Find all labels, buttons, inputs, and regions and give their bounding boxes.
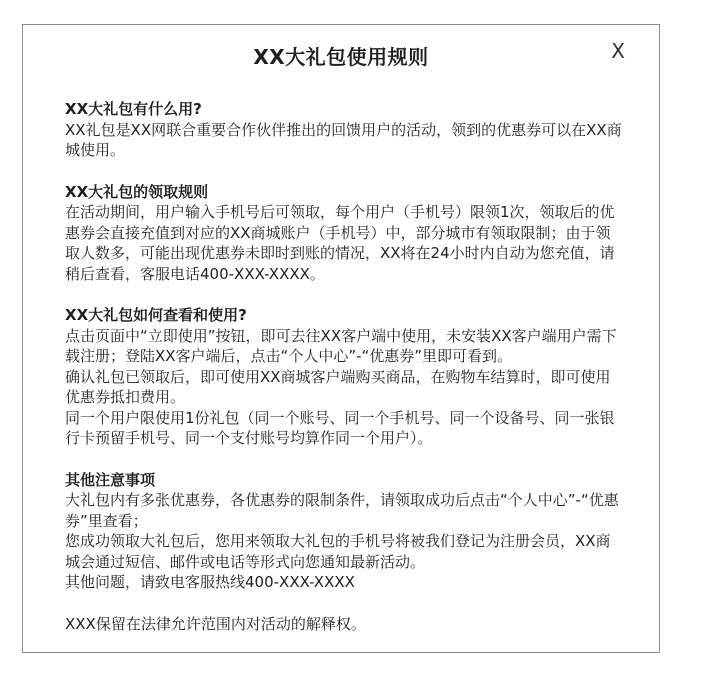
section-claim-rules [65,182,625,285]
dialog-title: XX大礼包使用规则 [253,45,429,69]
rules-dialog [22,24,660,653]
section-paragraph: 其他问题，请致电客服热线400-XXX-XXXX [65,573,355,591]
section-usage [65,99,625,161]
section-view-and-use [65,305,625,449]
section-other-notes [65,470,625,593]
section-heading: XX大礼包的领取规则 [65,182,209,201]
section-heading: XX大礼包如何查看和使用? [65,306,247,324]
close-button[interactable]: X [611,39,625,63]
section-paragraph: 确认礼包已领取后，即可使用XX商城客户端购买商品，在购物车结算时，即可使用优惠券抵扣费用。 [65,367,611,406]
section-paragraph: XX礼包是XX网联合重要合作伙伴推出的回馈用户的活动，领到的优惠券可以在XX商城使用。 [65,120,622,159]
section-paragraph: 大礼包内有多张优惠券，各优惠券的限制条件，请领取成功后点击“个人中心”-“优惠券”里查看； [65,491,619,530]
section-paragraph: 同一个用户限使用1份礼包（同一个账号、同一个手机号、同一个设备号、同一张银行卡预留手机号、同一个支付账号均算作同一个用户）。 [65,408,615,447]
footer-note: XXX保留在法律允许范围内对活动的解释权。 [65,614,366,633]
section-paragraph: 点击页面中“立即使用”按钮，即可去往XX客户端中使用，未安装XX客户端用户需下载注册；登陆XX客户端后，点击“个人中心”-“优惠券”里即可看到。 [65,326,617,365]
section-paragraph: 在活动期间，用户输入手机号后可领取，每个用户（手机号）限领1次，领取后的优惠券会直接充值到对应的XX商城账户（手机号）中，部分城市有领取限制；由于领取人数多，可能出现优惠券未即时到账的情况，XX将在24小时内自动为您充值，请稍后查看，客服电话400-XXX-XXXX。 [65,203,615,283]
section-paragraph: 您成功领取大礼包后，您用来领取大礼包的手机号将被我们登记为注册会员，XX商城会通过短信、邮件或电话等形式向您通知最新活动。 [65,532,611,571]
section-heading: 其他注意事项 [65,470,156,489]
section-heading: XX大礼包有什么用? [65,100,202,118]
rules-content [65,99,625,634]
